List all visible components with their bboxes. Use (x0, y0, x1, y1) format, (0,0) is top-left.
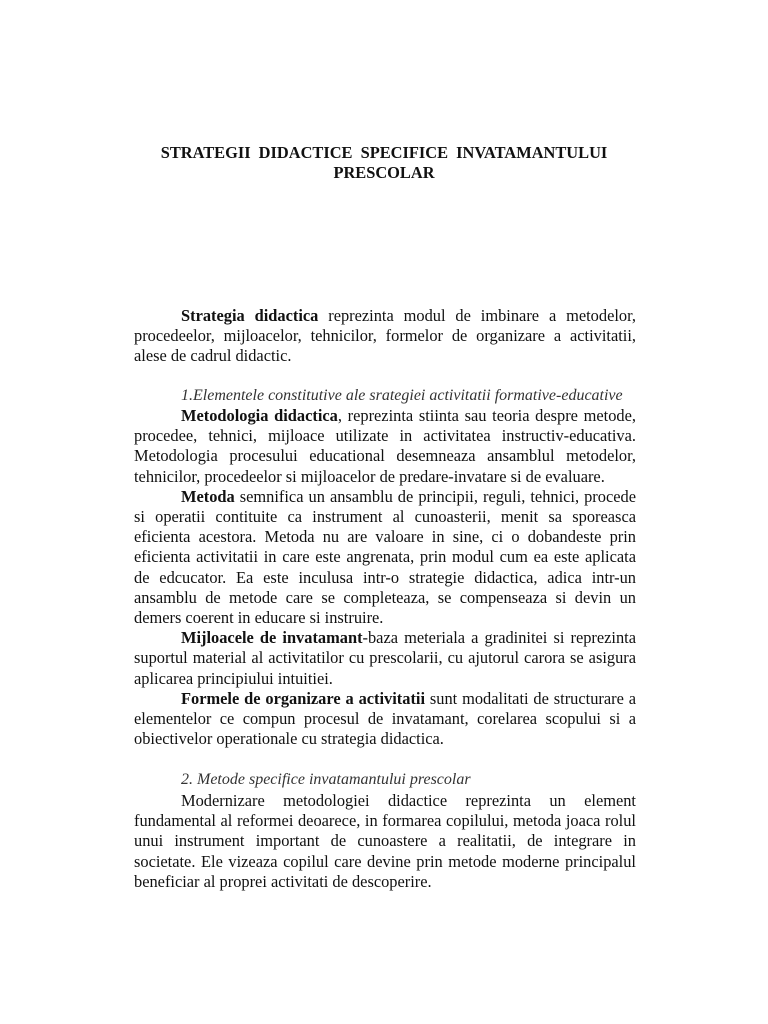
paragraph-formele (134, 689, 636, 750)
title-line-1: STRATEGII DIDACTICE SPECIFICE INVATAMANTULUI (160, 143, 608, 162)
paragraph-mijloacele (134, 628, 636, 689)
intro-text: reprezinta modul de imbinare a metodelor, procedeelor, mijloacelor, tehnicilor, formelor de organizare a activitatii, alese de cadrul didactic. (134, 306, 636, 366)
intro-term: Strategia didactica (181, 306, 319, 325)
text-formele: sunt modalitati de structurare a elementelor ce compun procesul de invatamant, corelarea scopului si a obiectivelor operationale cu strategia didactica. (134, 688, 637, 749)
section-2-heading: 2. Metode specifice invatamantului prescolar (181, 771, 471, 788)
term-metodologia: Metodologia didactica (181, 406, 338, 425)
document-title (134, 143, 634, 183)
section-1-body (134, 406, 636, 749)
paragraph-modernizare: Modernizare metodologiei didactice reprezinta un element fundamental al reformei deoarece, in formarea copilului, metoda joaca rolul unui instrument important de cunoastere a realitatii, de integrare in societate. Ele vizeaza copilul care devine prin metode moderne principalul beneficiar al proprei activitati de descoperire. (134, 791, 636, 891)
intro-paragraph (134, 306, 636, 367)
term-metoda: Metoda (181, 486, 235, 506)
term-formele: Formele de organizare a activitatii (181, 688, 426, 708)
text-metodologia: , reprezinta stiinta sau teoria despre metode, procedee, tehnici, mijloace utilizate in activitatea instructiv-educativa. Metodologia procesului educational desemneaza ansamblul metodelor, tehnicilor, procedeelor si mijloacelor de predare-invatare si de evaluare. (134, 406, 636, 486)
paragraph-metodologia (134, 406, 636, 487)
title-line-2: PRESCOLAR (333, 163, 435, 182)
section-1-heading: 1.Elementele constitutive ale srategiei activitatii formative-educative (181, 387, 623, 404)
term-mijloacele: Mijloacele de invatamant (181, 628, 363, 648)
text-metoda: semnifica un ansamblu de principii, reguli, tehnici, procede si operatii contituite ca instrument al cunoasterii, menit sa sporeasca eficienta acestora. Metoda nu are valoare in sine, ci o dobandeste prin eficienta activitatii in care este angrenata, prin modul cum ea este aplicata de edcucator. Ea este inculusa intr-o strategie didactica, adica intr-un ansamblu de metode care se completeaza, se compenseaza si devin un demers coerent in educare si instruire. (134, 486, 636, 628)
text-mijloacele: -baza meteriala a gradinitei si reprezinta suportul material al activitatilor cu prescolarii, cu ajutorul carora se asigura aplicarea principiului intuitiei. (134, 628, 636, 688)
paragraph-metoda (134, 487, 636, 628)
